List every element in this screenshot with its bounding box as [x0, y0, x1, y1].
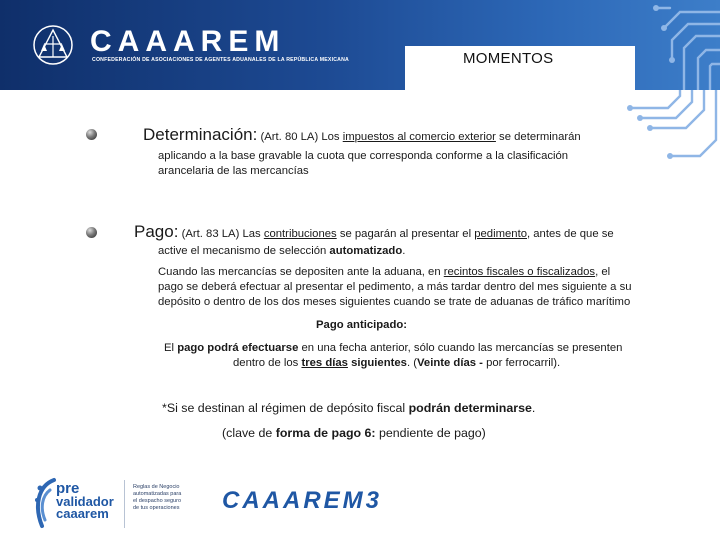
pago-ref: (Art. 83 LA) Las: [178, 228, 264, 240]
prevalidador-logo: [56, 482, 114, 520]
contribuciones-link[interactable]: contribuciones: [263, 228, 337, 240]
pago-para2-a: Cuando las mercancías se depositen ante la aduana, en: [158, 266, 444, 278]
nota-l1b: podrán determinarse: [408, 401, 532, 415]
pago-line1: [134, 224, 614, 242]
bullet-icon: [86, 129, 97, 140]
pago-line2-c: .: [402, 245, 406, 257]
rules-l2: automatizadas para: [133, 491, 182, 497]
anticipado-l2f: por ferrocarril).: [482, 357, 561, 369]
anticipado-l1c: en una fecha anterior, sólo cuando las mercancías se presenten: [298, 342, 623, 354]
anticipado-l2c: siguientes: [347, 357, 407, 369]
anticipado-title: [316, 318, 407, 333]
pago-para2-line3: depósito o dentro de los dos meses siguientes cuando se trate de aduanas de tráfico marítimo: [158, 296, 631, 308]
rules-l4: de tus operaciones: [133, 505, 180, 511]
determinacion-line3: arancelaria de las mercancías: [158, 165, 309, 177]
rules-l3: el despacho seguro: [133, 498, 182, 504]
caaarem3-logo: CAAAREM3: [222, 487, 383, 514]
automatizado-text: automatizado: [329, 245, 403, 257]
bullet-icon: [86, 227, 97, 238]
determinacion-ref: (Art. 80 LA) Los: [260, 131, 343, 143]
pedimento-link[interactable]: pedimento: [474, 228, 527, 240]
footer-divider: [124, 480, 125, 528]
anticipado-l1b: pago podrá efectuarse: [177, 342, 299, 354]
determinacion-line2: aplicando a la base gravable la cuota que corresponda conforme a la clasificación: [158, 150, 569, 162]
pago-term: Pago:: [134, 222, 179, 241]
rules-tagline: [133, 484, 181, 512]
anticipado-l2e: Veinte días -: [417, 357, 483, 369]
determinacion-line1: [143, 127, 581, 145]
pv-l1: pre: [56, 480, 80, 497]
determinacion-rest: se determinarán: [495, 131, 581, 143]
anticipado-title-text: Pago anticipado:: [316, 319, 408, 331]
caaarem-subtitle: CONFEDERACIÓN DE ASOCIACIONES DE AGENTES ADUANALES DE LA REPÚBLICA MEXICANA: [92, 57, 349, 63]
nota-l2a: (clave de: [222, 426, 276, 440]
anticipado-line2: [233, 356, 560, 371]
caaarem-emblem-icon: [30, 24, 76, 66]
page-title: MOMENTOS: [463, 50, 554, 67]
recintos-link[interactable]: recintos fiscales o fiscalizados: [443, 266, 596, 278]
pago-line2: [158, 244, 405, 259]
anticipado-l1a: El: [164, 342, 178, 354]
pago-rest: , antes de que se: [527, 228, 614, 240]
determinacion-term: Determinación:: [143, 125, 258, 144]
pago-para2-line1: [158, 265, 610, 280]
tres-dias-link[interactable]: tres días: [301, 357, 348, 369]
nota-line1: [162, 401, 535, 416]
pago-line2-a: active el mecanismo de selección: [158, 245, 330, 257]
impuestos-link[interactable]: impuestos al comercio exterior: [342, 131, 496, 143]
anticipado-l2d: . (: [406, 357, 417, 369]
pv-l2: validador: [56, 494, 114, 509]
anticipado-line1: [164, 341, 622, 356]
pago-para2-line2: pago se deberá efectuar al presentar el pedimento, a más tardar dentro del mes siguiente a su: [158, 281, 632, 293]
pv-l3: caaarem: [56, 506, 109, 521]
pago-mid: se pagarán al presentar el: [336, 228, 475, 240]
nota-l1c: .: [531, 401, 536, 415]
anticipado-l2a: dentro de los: [233, 357, 302, 369]
nota-line2: [222, 426, 486, 441]
nota-l1a: *Si se destinan al régimen de depósito fiscal: [162, 401, 409, 415]
caaarem-wordmark: CAAAREM: [90, 25, 286, 58]
rules-l1: Reglas de Negocio: [133, 484, 180, 490]
nota-l2b: forma de pago 6:: [275, 426, 376, 440]
circuit-tail-icon: [550, 90, 720, 200]
pago-para2-c: , el: [595, 266, 611, 278]
nota-l2c: pendiente de pago): [375, 426, 486, 440]
